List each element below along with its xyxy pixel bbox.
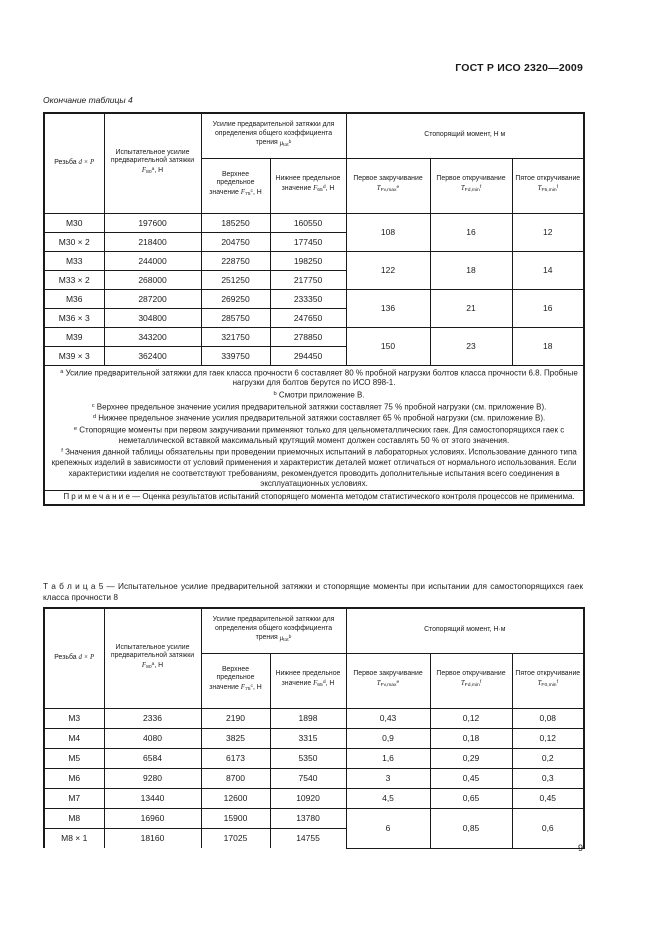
upper-limit-cell: 17025 xyxy=(201,828,270,848)
first-tightening-torque-cell: 0,43 xyxy=(346,708,430,728)
first-loosening-torque-cell: 0,12 xyxy=(430,708,512,728)
first-tightening-torque-cell: 122 xyxy=(346,251,430,289)
upper-limit-cell: 204750 xyxy=(201,232,270,251)
fifth-loosening-torque-cell: 12 xyxy=(512,213,584,251)
table-row xyxy=(44,251,584,270)
first-loosening-column-header: Первое откручивание $T_{Fd,min}^f$ xyxy=(430,653,512,708)
test-force-cell: 197600 xyxy=(104,213,201,232)
thread-cell: М36 xyxy=(44,289,104,308)
fifth-loosening-torque-cell: 14 xyxy=(512,251,584,289)
lower-limit-cell: 10920 xyxy=(270,788,346,808)
lower-limit-cell: 5350 xyxy=(270,748,346,768)
upper-limit-cell: 15900 xyxy=(201,808,270,828)
fifth-loosening-torque-cell: 0,12 xyxy=(512,728,584,748)
doc-code: ГОСТ Р ИСО 2320—2009 xyxy=(455,62,583,74)
lower-limit-column-header: Нижнее предельное значение $F_{65}^d$, Н xyxy=(270,158,346,213)
thread-cell: М39 xyxy=(44,327,104,346)
first-loosening-torque-cell: 0,45 xyxy=(430,768,512,788)
first-tightening-torque-cell: 1,6 xyxy=(346,748,430,768)
fifth-loosening-torque-cell: 0,3 xyxy=(512,768,584,788)
upper-limit-cell: 3825 xyxy=(201,728,270,748)
test-force-cell: 362400 xyxy=(104,346,201,365)
footnote-c: $^c$ Верхнее предельное значение усилия предварительной затяжки составляет 75 % пробной нагрузки (см. приложение В). xyxy=(91,402,547,412)
upper-limit-cell: 228750 xyxy=(201,251,270,270)
thread-column-header: Резьба d × P xyxy=(44,113,104,213)
test-force-cell: 2336 xyxy=(104,708,201,728)
footnotes-row xyxy=(44,365,584,491)
footnote-a: $^a$ Усилие предварительной затяжки для гаек класса прочности 6 составляет 80 % пробной нагрузки болтов класса прочности 6.8. Пробные нагрузки для болтов берутся по ИСО 898-1. xyxy=(60,368,578,388)
upper-limit-cell: 321750 xyxy=(201,327,270,346)
upper-limit-column-header: Верхнее предельное значение $F_{75}^c$, Н xyxy=(201,653,270,708)
lower-limit-cell: 13780 xyxy=(270,808,346,828)
table-row xyxy=(44,708,584,728)
table-5 xyxy=(43,607,585,849)
friction-column-header: Усилие предварительной затяжки для определения общего коэффициента трения $\mu_{tot}^b$ xyxy=(201,608,346,653)
first-tightening-torque-cell: 150 xyxy=(346,327,430,365)
table-row xyxy=(44,213,584,232)
upper-limit-cell: 8700 xyxy=(201,768,270,788)
table-row xyxy=(44,289,584,308)
upper-limit-cell: 285750 xyxy=(201,308,270,327)
upper-limit-cell: 12600 xyxy=(201,788,270,808)
test-force-cell: 9280 xyxy=(104,768,201,788)
thread-column-header: Резьба d × P xyxy=(44,608,104,708)
torque-column-header: Стопорящий момент, Н·м xyxy=(346,608,584,653)
footnote-b: $^b$ Смотри приложение В. xyxy=(273,390,365,400)
fifth-loosening-torque-cell: 0,45 xyxy=(512,788,584,808)
lower-limit-column-header: Нижнее предельное значение $F_{65}^d$, Н xyxy=(270,653,346,708)
first-tightening-column-header: Первое закручивание $T_{Fv,max}^e$ xyxy=(346,158,430,213)
thread-cell: М3 xyxy=(44,708,104,728)
first-loosening-torque-cell: 16 xyxy=(430,213,512,251)
lower-limit-cell: 247650 xyxy=(270,308,346,327)
table-continuation-label: Окончание таблицы 4 xyxy=(43,95,133,105)
fifth-loosening-torque-cell: 16 xyxy=(512,289,584,327)
test-force-cell: 6584 xyxy=(104,748,201,768)
fifth-loosening-torque-cell: 0,6 xyxy=(512,808,584,848)
lower-limit-cell: 14755 xyxy=(270,828,346,848)
first-loosening-torque-cell: 23 xyxy=(430,327,512,365)
upper-limit-cell: 269250 xyxy=(201,289,270,308)
first-tightening-torque-cell: 0,9 xyxy=(346,728,430,748)
upper-limit-cell: 185250 xyxy=(201,213,270,232)
first-loosening-column-header: Первое откручивание $T_{Fd,min}^f$ xyxy=(430,158,512,213)
thread-cell: М6 xyxy=(44,768,104,788)
upper-limit-cell: 2190 xyxy=(201,708,270,728)
first-tightening-torque-cell: 6 xyxy=(346,808,430,848)
first-loosening-torque-cell: 18 xyxy=(430,251,512,289)
first-loosening-torque-cell: 0,18 xyxy=(430,728,512,748)
test-force-cell: 244000 xyxy=(104,251,201,270)
upper-limit-column-header: Верхнее предельное значение $F_{75}^c$, Н xyxy=(201,158,270,213)
thread-cell: М33 × 2 xyxy=(44,270,104,289)
thread-cell: М30 × 2 xyxy=(44,232,104,251)
footnotes-cell xyxy=(44,365,584,491)
table-4 xyxy=(43,112,585,506)
fifth-loosening-column-header: Пятое откручивание $T_{F5,min}^f$ xyxy=(512,158,584,213)
table-row xyxy=(44,808,584,828)
thread-cell: М4 xyxy=(44,728,104,748)
torque-column-header: Стопорящий момент, Н м xyxy=(346,113,584,158)
test-force-cell: 287200 xyxy=(104,289,201,308)
lower-limit-cell: 7540 xyxy=(270,768,346,788)
thread-cell: М5 xyxy=(44,748,104,768)
test-force-column-header: Испытательное усилие предварительной затяжки $F_{80}^a$, Н xyxy=(104,608,201,708)
first-tightening-torque-cell: 136 xyxy=(346,289,430,327)
first-loosening-torque-cell: 0,65 xyxy=(430,788,512,808)
test-force-cell: 13440 xyxy=(104,788,201,808)
note-text: П р и м е ч а н и е — Оценка результатов испытаний стопорящего момента методом статистического контроля процессов не применима. xyxy=(63,492,575,502)
lower-limit-cell: 177450 xyxy=(270,232,346,251)
lower-limit-cell: 217750 xyxy=(270,270,346,289)
test-force-cell: 4080 xyxy=(104,728,201,748)
fifth-loosening-torque-cell: 0,08 xyxy=(512,708,584,728)
lower-limit-cell: 278850 xyxy=(270,327,346,346)
lower-limit-cell: 233350 xyxy=(270,289,346,308)
friction-column-header: Усилие предварительной затяжки для определения общего коэффициента трения $\mu_{tot}^b$ xyxy=(201,113,346,158)
fifth-loosening-column-header: Пятое откручивание $T_{F0,min}^f$ xyxy=(512,653,584,708)
upper-limit-cell: 6173 xyxy=(201,748,270,768)
first-loosening-torque-cell: 21 xyxy=(430,289,512,327)
thread-cell: М36 × 3 xyxy=(44,308,104,327)
test-force-cell: 16960 xyxy=(104,808,201,828)
table-row xyxy=(44,748,584,768)
table-row xyxy=(44,788,584,808)
first-tightening-torque-cell: 3 xyxy=(346,768,430,788)
note-row xyxy=(44,491,584,505)
table-5-caption: Т а б л и ц а 5 — Испытательное усилие предварительной затяжки и стопорящие моменты при испытании для самостопорящихся гаек класса прочности 8 xyxy=(43,581,583,602)
test-force-cell: 218400 xyxy=(104,232,201,251)
table-row xyxy=(44,768,584,788)
upper-limit-cell: 339750 xyxy=(201,346,270,365)
footnote-d: $^d$ Нижнее предельное значение усилия предварительной затяжки составляет 65 % пробной нагрузки (см. приложение В). xyxy=(92,414,546,423)
lower-limit-cell: 1898 xyxy=(270,708,346,728)
footnote-e: $^e$ Стопорящие моменты при первом закручивании применяют только для цельнометаллических гаек. Для самостопорящихся гаек с неметаллической вставкой максимальный крутящий момент должен составлять 50 % от этого значения. xyxy=(73,425,565,446)
thread-cell: М7 xyxy=(44,788,104,808)
thread-cell: М8 × 1 xyxy=(44,828,104,848)
first-tightening-torque-cell: 4,5 xyxy=(346,788,430,808)
test-force-cell: 18160 xyxy=(104,828,201,848)
test-force-cell: 304800 xyxy=(104,308,201,327)
thread-cell: М39 × 3 xyxy=(44,346,104,365)
upper-limit-cell: 251250 xyxy=(201,270,270,289)
table-row xyxy=(44,728,584,748)
lower-limit-cell: 3315 xyxy=(270,728,346,748)
table-row xyxy=(44,327,584,346)
test-force-cell: 268000 xyxy=(104,270,201,289)
first-tightening-column-header: Первое закручивание $T_{Fv,max}^e$ xyxy=(346,653,430,708)
test-force-cell: 343200 xyxy=(104,327,201,346)
fifth-loosening-torque-cell: 0,2 xyxy=(512,748,584,768)
lower-limit-cell: 294450 xyxy=(270,346,346,365)
test-force-column-header: Испытательное усилие предварительной затяжки $F_{80}^a$, Н xyxy=(104,113,201,213)
first-tightening-torque-cell: 108 xyxy=(346,213,430,251)
footnote-f: $^f$ Значения данной таблицы обязательны при проведении приемочных испытаний в лабораторных условиях. Использование данного типа крепежных изделий в зависимости от условий применения и характеристик деталей может отличаться от нормального использования. Если характеристики изделия не соответствуют требованиям, рекомендуется проводить дополнительные испытания всего соединения в эксплуатационных условиях. xyxy=(51,448,577,488)
lower-limit-cell: 198250 xyxy=(270,251,346,270)
page-number: 9 xyxy=(577,843,583,853)
first-loosening-torque-cell: 0,85 xyxy=(430,808,512,848)
lower-limit-cell: 160550 xyxy=(270,213,346,232)
thread-cell: М33 xyxy=(44,251,104,270)
note-cell xyxy=(44,491,584,505)
thread-cell: М8 xyxy=(44,808,104,828)
first-loosening-torque-cell: 0,29 xyxy=(430,748,512,768)
thread-cell: М30 xyxy=(44,213,104,232)
fifth-loosening-torque-cell: 18 xyxy=(512,327,584,365)
